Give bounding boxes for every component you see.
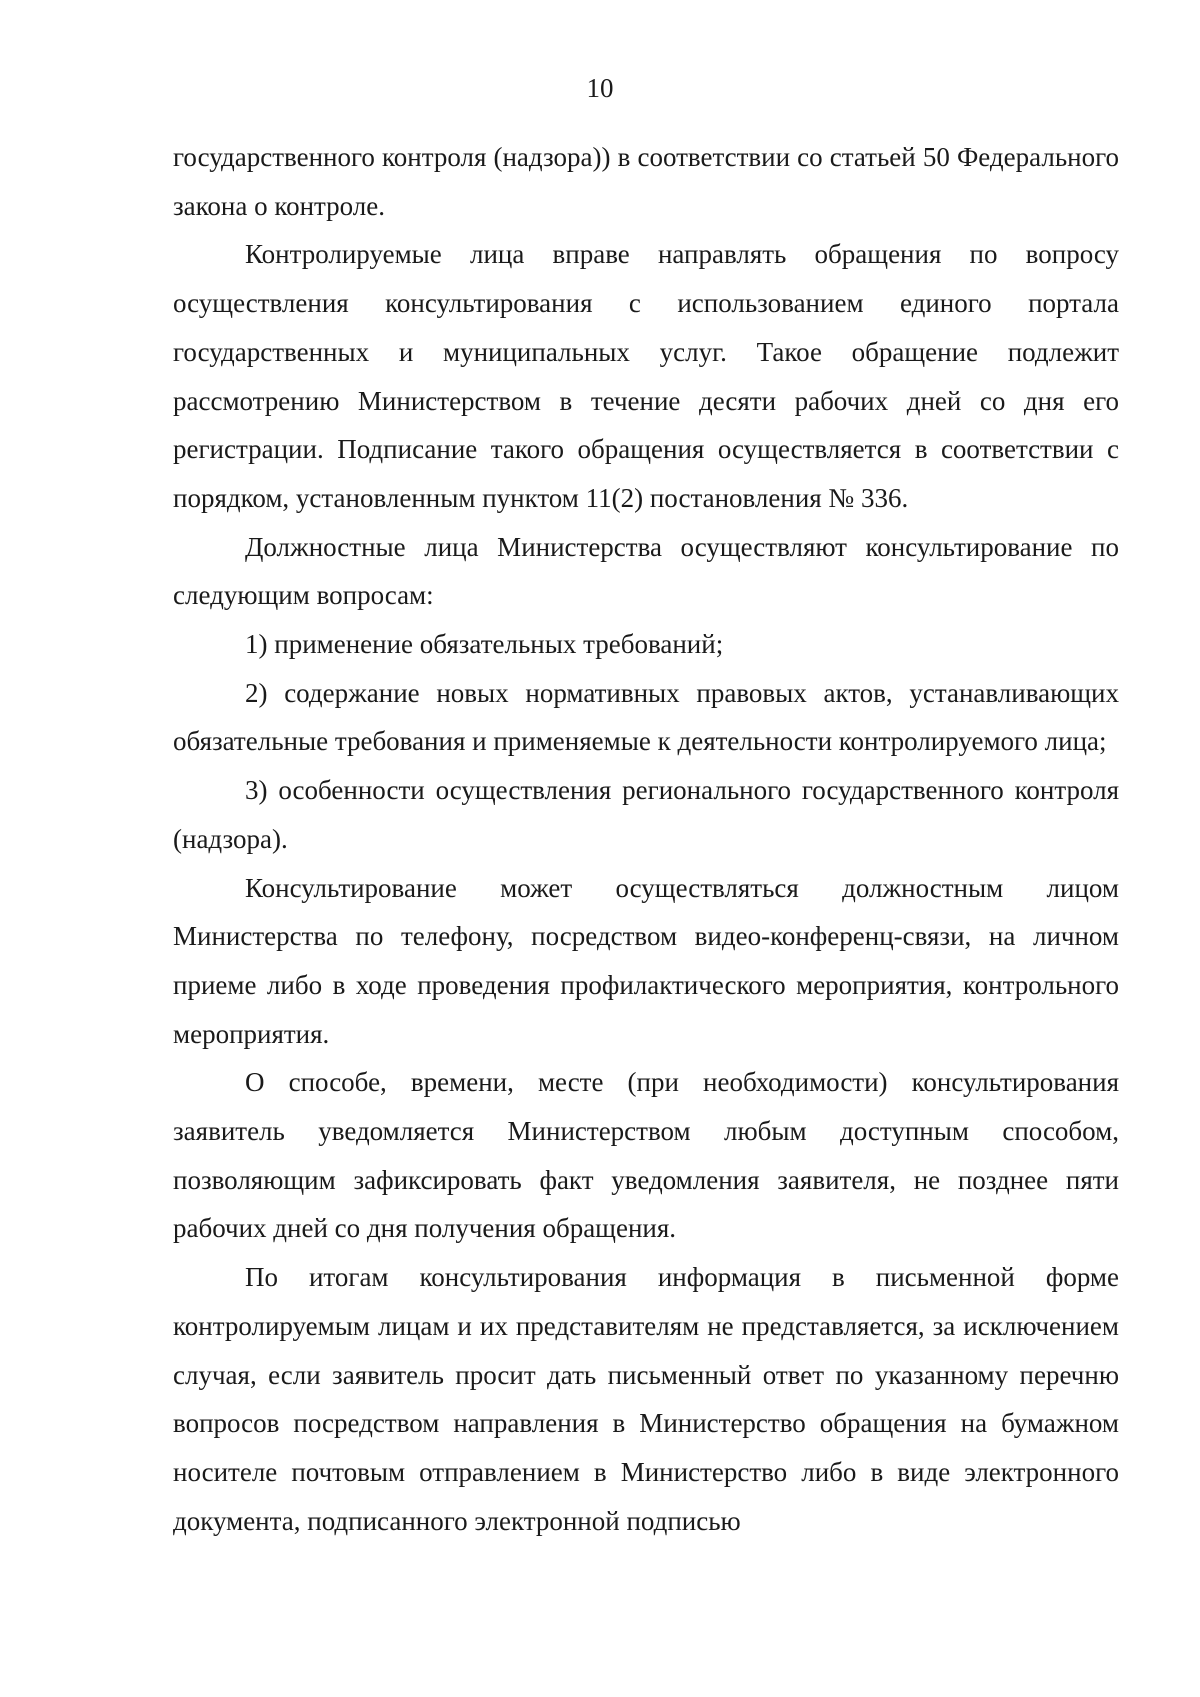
paragraph-continuation: государственного контроля (надзора)) в соответствии со статьей 50 Федерального закона о контроле. xyxy=(173,142,1119,221)
list-item-1: 1) применение обязательных требований; xyxy=(245,629,724,660)
paragraph-appeals-portal: Контролируемые лица вправе направлять обращения по вопросу осуществления консультирования с использованием единого портала государственных и муниципальных услуг. Такое обращение подлежит рассмотрению Министерством в течение десяти рабочих дней со дня его регистрации. Подписание такого обращения осуществляется в соответствии с порядком, установленным пунктом 11(2) постановления № 336. xyxy=(173,239,1119,513)
list-item-3: 3) особенности осуществления регионального государственного контроля (надзора). xyxy=(173,775,1119,854)
paragraph-written-response: По итогам консультирования информация в письменной форме контролируемым лицам и их представителям не представляется, за исключением случая, если заявитель просит дать письменный ответ по указанному перечню вопросов посредством направления в Министерство обращения на бумажном носителе почтовым отправлением в Министерство либо в виде электронного документа, подписанного электронной подписью xyxy=(173,1262,1119,1536)
paragraph-consultation-methods: Консультирование может осуществляться должностным лицом Министерства по телефону, посредством видео-конференц-связи, на личном приеме либо в ходе проведения профилактического мероприятия, контрольного мероприятия. xyxy=(173,872,1119,1049)
paragraph-notification: О способе, времени, месте (при необходимости) консультирования заявитель уведомляется Министерством любым доступным способом, позволяющим зафиксировать факт уведомления заявителя, не позднее пяти рабочих дней со дня получения обращения. xyxy=(173,1067,1119,1244)
body-text xyxy=(173,133,1119,1545)
page-number: 10 xyxy=(586,73,614,103)
paragraph-consultation-topics: Должностные лица Министерства осуществляют консультирование по следующим вопросам: xyxy=(173,531,1119,611)
list-item-2: 2) содержание новых нормативных правовых актов, устанавливающих обязательные требования и применяемые к деятельности контролируемого лица; xyxy=(173,677,1119,757)
